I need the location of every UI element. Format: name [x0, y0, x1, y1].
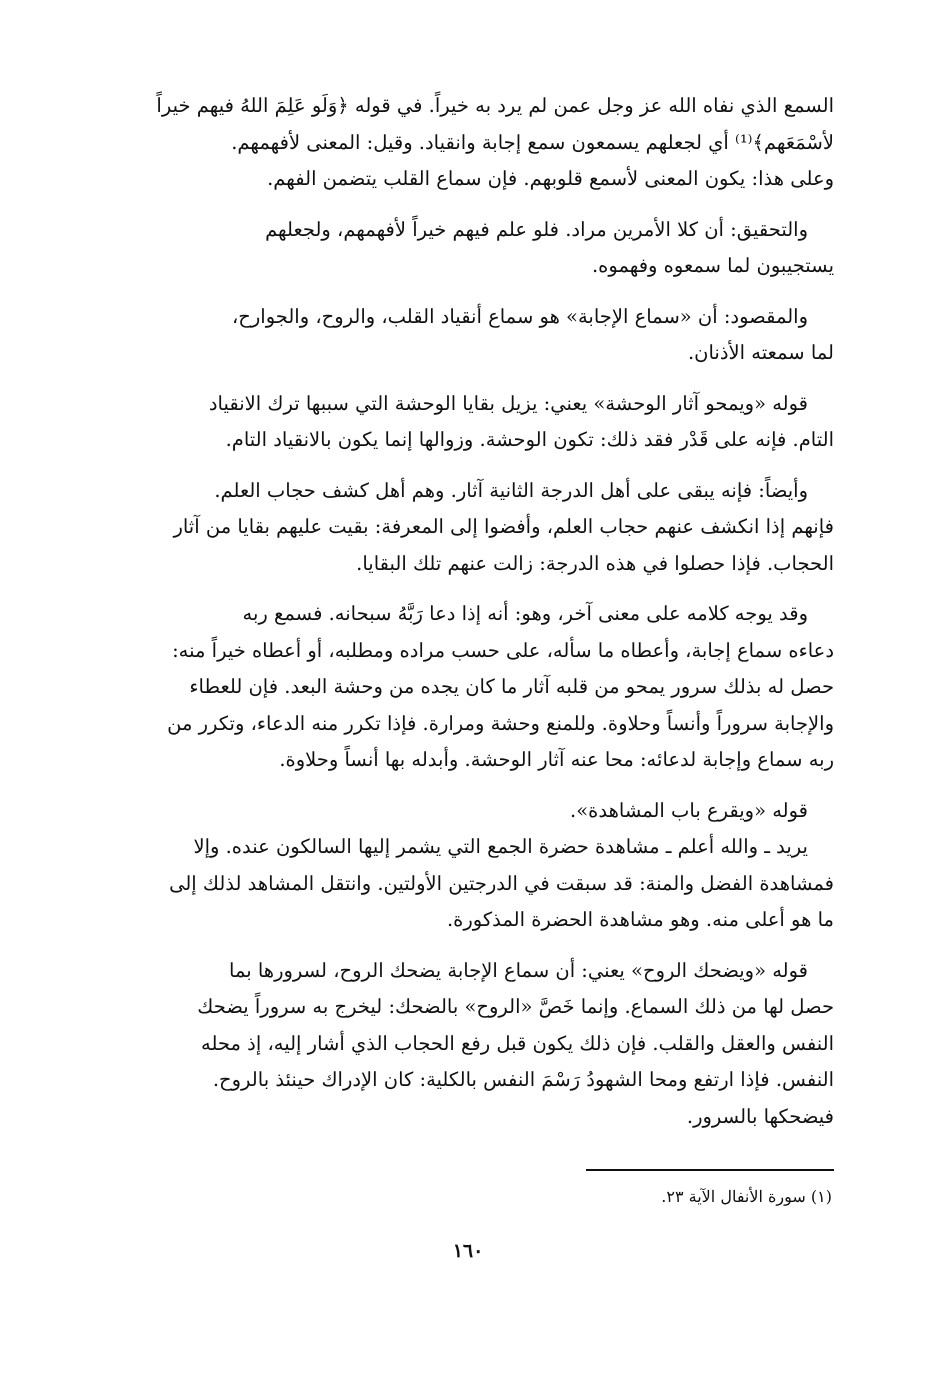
- text-line: والإجابة سروراً وأنساً وحلاوة. وللمنع وحشة ومرارة. فإذا تكرر منه الدعاء، وتكرر من: [167, 711, 834, 735]
- text-line: وقد يوجه كلامه على معنى آخر، وهو: أنه إذا دعا رَبَّهُ سبحانه. فسمع ربه: [242, 602, 808, 625]
- text-line: قوله «ويضحك الروح» يعني: أن سماع الإجابة يضحك الروح، لسرورها بما: [229, 958, 808, 982]
- text-line: لما سمعته الأذنان.: [687, 341, 834, 364]
- text-line: فمشاهدة الفضل والمنة: قد سبقت في الدرجتين الأولتين. وانتقل المشاهد لذلك إلى: [169, 871, 834, 895]
- paragraph-7: [104, 793, 834, 830]
- text-line: يستجيبون لما سمعوه وفهموه.: [591, 254, 834, 277]
- text-line: الحجاب. فإذا حصلوا في هذه الدرجة: زالت عنهم تلك البقايا.: [356, 551, 834, 575]
- paragraph-3: [104, 299, 834, 372]
- paragraph-9: [104, 953, 834, 1136]
- paragraph-5: [104, 473, 834, 583]
- text-line: يريد ـ والله أعلم ـ مشاهدة حضرة الجمع التي يشمر إليها السالكون عنده. وإلا: [193, 835, 808, 858]
- text-line: فإنهم إذا انكشف عنهم حجاب العلم، وأفضوا إلى المعرفة: بقيت عليهم بقايا من آثار: [173, 515, 834, 538]
- text-line: والمقصود: أن «سماع الإجابة» هو سماع أنقياد القلب، والروح، والجوارح،: [231, 304, 808, 328]
- text-line: النفس والعقل والقلب. فإن ذلك يكون قبل رفع الحجاب الذي أشار إليه، إذ محله: [201, 1031, 834, 1055]
- text-line: دعاءه سماع إجابة، وأعطاه ما سأله، على حسب مراده ومطلبه، أو أعطاه خيراً منه:: [172, 638, 834, 662]
- text-line: النفس. فإذا ارتفع ومحا الشهودُ رَسْمَ النفس بالكلية: كان الإدراك حينئذ بالروح.: [212, 1068, 834, 1091]
- paragraph-6: [104, 596, 834, 779]
- text-line: ما هو أعلى منه. وهو مشاهدة الحضرة المذكورة.: [446, 908, 834, 931]
- page-number: ١٦٠: [452, 1240, 484, 1262]
- text-line: حصل له بذلك سرور يمحو من قلبه آثار ما كان يجده من وحشة البعد. فإن للعطاء: [189, 675, 834, 698]
- paragraph-1: [104, 88, 834, 198]
- paragraph-8: [104, 829, 834, 939]
- text-line: وأيضاً: فإنه يبقى على أهل الدرجة الثانية آثار. وهم أهل كشف حجاب العلم.: [214, 478, 808, 502]
- paragraph-4: [104, 386, 834, 459]
- page-body: [104, 88, 834, 1149]
- text-line: قوله «ويقرع باب المشاهدة».: [570, 798, 808, 822]
- paragraph-2: [104, 212, 834, 285]
- text-line: حصل لها من ذلك السماع. وإنما خَصَّ «الروح» بالضحك: ليخرج به سروراً يضحك: [197, 995, 834, 1018]
- text-line: لأسْمَعَهم﴾⁽¹⁾ أي لجعلهم يسمعون سمع إجابة وانقياد. وقيل: المعنى لأفهمهم.: [231, 130, 834, 154]
- text-line: التام. فإنه على قَدْر فقد ذلك: تكون الوحشة. وزوالها إنما يكون بالانقياد التام.: [225, 428, 834, 451]
- text-line: قوله «ويمحو آثار الوحشة» يعني: يزيل بقايا الوحشة التي سببها ترك الانقياد: [208, 391, 808, 415]
- footnote: (١) سورة الأنفال الآية ٢٣.: [661, 1187, 832, 1206]
- text-line: فيضحكها بالسرور.: [686, 1104, 834, 1128]
- text-line: السمع الذي نفاه الله عز وجل عمن لم يرد به خيراً. في قوله ﴿وَلَو عَلِمَ اللهُ فيهم خيراً: [156, 94, 834, 117]
- footnote-divider: [586, 1169, 834, 1171]
- text-line: والتحقيق: أن كلا الأمرين مراد. فلو علم فيهم خيراً لأفهمهم، ولجعلهم: [265, 217, 808, 241]
- text-line: وعلى هذا: يكون المعنى لأسمع قلوبهم. فإن سماع القلب يتضمن الفهم.: [267, 167, 834, 190]
- text-line: ربه سماع وإجابة لدعائه: محا عنه آثار الوحشة. وأبدله بها أنساً وحلاوة.: [279, 748, 834, 771]
